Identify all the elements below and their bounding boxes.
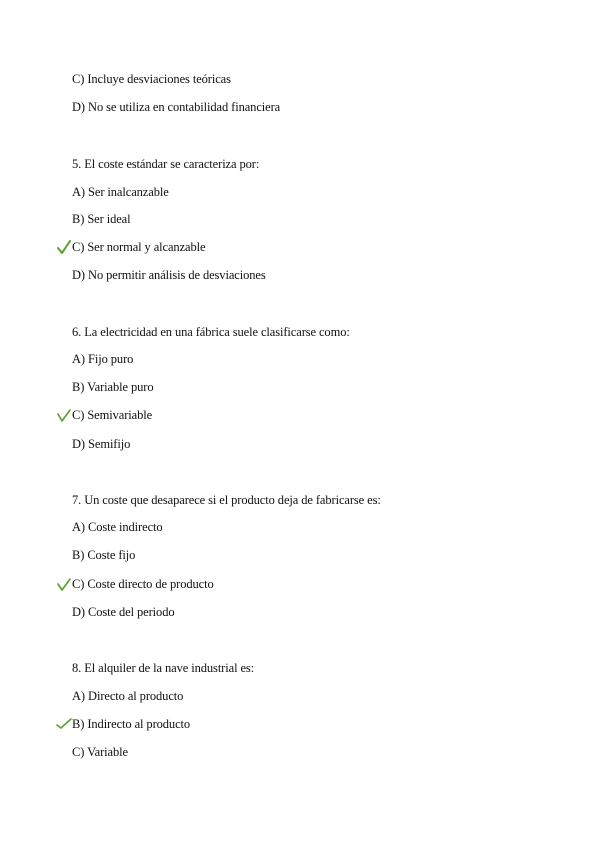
- answer-option: A) Coste indirecto: [72, 520, 163, 534]
- question-8: 8. El alquiler de la nave industrial es:: [72, 661, 255, 675]
- answer-option: D) Coste del periodo: [72, 605, 175, 619]
- checkmark-icon: [56, 715, 72, 731]
- answer-option: C) Variable: [72, 745, 128, 759]
- answer-option: B) Ser ideal: [72, 212, 131, 226]
- answer-option: D) No permitir análisis de desviaciones: [72, 268, 266, 282]
- answer-option: B) Coste fijo: [72, 548, 136, 562]
- checkmark-icon: [56, 239, 72, 255]
- checkmark-icon: [56, 576, 72, 592]
- answer-option: A) Directo al producto: [72, 689, 184, 703]
- answer-option: D) Semifijo: [72, 437, 131, 451]
- answer-option-correct: C) Coste directo de producto: [72, 577, 214, 591]
- answer-option-correct: C) Ser normal y alcanzable: [72, 240, 206, 254]
- answer-option: A) Fijo puro: [72, 352, 134, 366]
- answer-option: C) Incluye desviaciones teóricas: [72, 72, 231, 86]
- answer-option: B) Variable puro: [72, 380, 154, 394]
- question-7: 7. Un coste que desaparece si el producto deja de fabricarse es:: [72, 493, 381, 507]
- answer-option-correct: B) Indirecto al producto: [72, 717, 191, 731]
- question-6: 6. La electricidad en una fábrica suele clasificarse como:: [72, 325, 350, 339]
- answer-option-correct: C) Semivariable: [72, 408, 153, 422]
- answer-option: D) No se utiliza en contabilidad financiera: [72, 100, 281, 114]
- checkmark-icon: [56, 407, 72, 423]
- question-5: 5. El coste estándar se caracteriza por:: [72, 157, 260, 171]
- answer-option: A) Ser inalcanzable: [72, 185, 169, 199]
